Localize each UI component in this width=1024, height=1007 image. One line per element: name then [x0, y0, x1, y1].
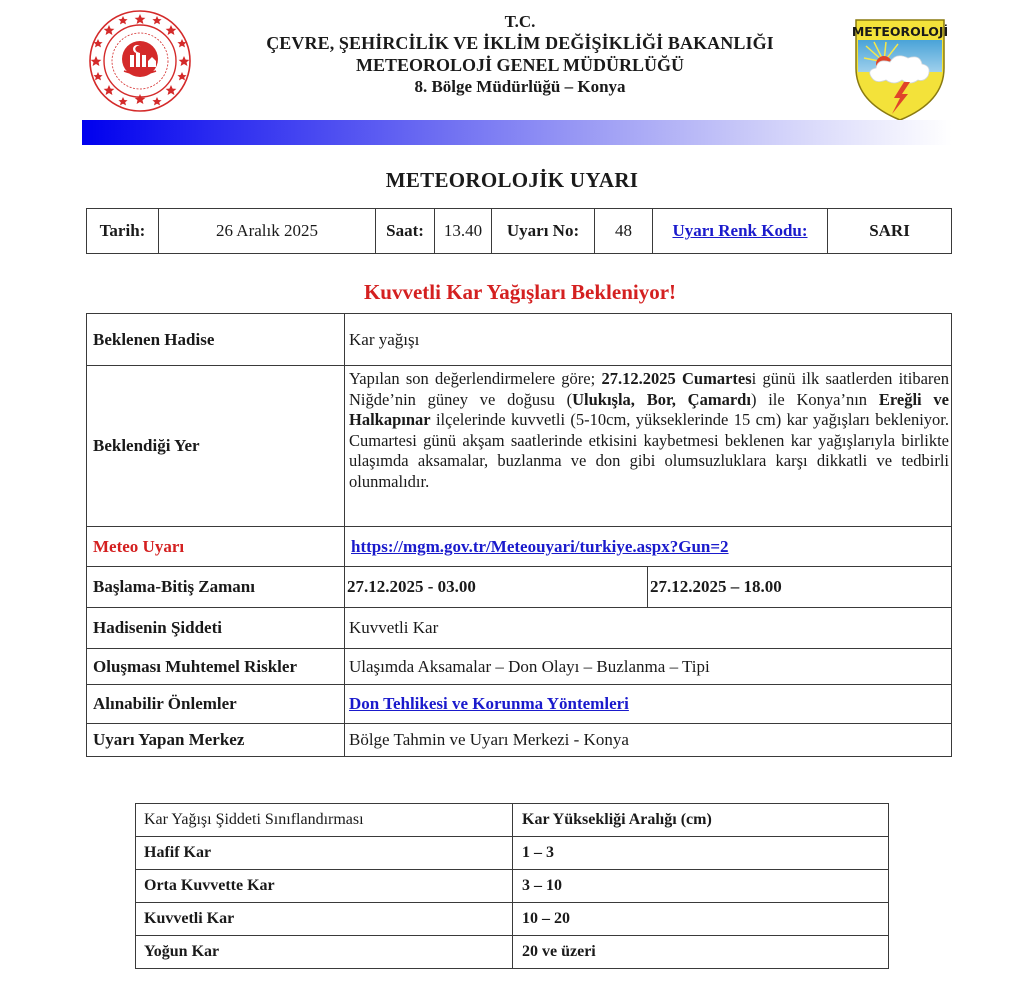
color-code-cell [653, 209, 828, 253]
class-range: 20 ve üzeri [522, 943, 596, 960]
meteo-warning-cell [345, 527, 951, 566]
date-value: 26 Aralık 2025 [159, 209, 376, 253]
desc-text: i günü ilk saatlerden itibaren Niğde’nin güney ve doğusu ( [349, 369, 949, 409]
column-header-depth-range: Kar Yüksekliği Aralığı (cm) [522, 811, 712, 828]
ministry-emblem-icon [88, 9, 192, 113]
class-name: Kuvvetli Kar [136, 903, 513, 935]
color-code-link[interactable]: Uyarı Renk Kodu: [672, 221, 808, 240]
issuer-label: Uyarı Yapan Merkez [87, 724, 345, 756]
class-name: Hafif Kar [136, 837, 513, 869]
table-row-expected-place [87, 366, 951, 527]
document-header [230, 12, 810, 98]
measures-link[interactable]: Don Tehlikesi ve Korunma Yöntemleri [349, 694, 629, 713]
table-row-severity [87, 608, 951, 649]
desc-districts-nigde: Ulukışla, Bor, Çamardı [572, 389, 751, 409]
desc-text: Yapılan son değerlendirmelere göre; [349, 369, 602, 388]
alert-headline: Kuvvetli Kar Yağışları Bekleniyor! [363, 280, 677, 304]
risks-label: Oluşması Muhtemel Riskler [87, 649, 345, 684]
table-row [136, 936, 888, 969]
svg-text:METEOROLOJİ: METEOROLOJİ [852, 24, 948, 39]
desc-text: ) ile Konya’nın [750, 389, 879, 409]
class-range: 3 – 10 [522, 877, 562, 894]
time-value: 13.40 [435, 209, 492, 253]
warning-number-label: Uyarı No: [492, 209, 595, 253]
class-name: Yoğun Kar [136, 936, 513, 968]
desc-date-bold: 27.12.2025 Cumartes [601, 369, 752, 388]
page-title: METEOROLOJİK UYARI [385, 168, 639, 192]
desc-text: ilçelerinde kuvvetli (5-10cm, yükseklerinde 15 cm) kar yağışları bekleniyor. Cumartesi günü akşam saatlerinde etkisini kaybetmesi beklenen kar yağışlarıyla birlikte ulaşımda aksamalar, buzlanma ve don gibi olumsuzluklara karşı dikkatli ve tedbirli olunmalıdır. [349, 410, 949, 491]
warning-number-value: 48 [595, 209, 653, 253]
expected-place-label: Beklendiği Yer [87, 366, 345, 526]
risks-value: Ulaşımda Aksamalar – Don Olayı – Buzlanma – Tipi [349, 656, 710, 676]
snow-classification-table [135, 803, 889, 969]
warning-details-table [86, 313, 952, 757]
measures-cell [345, 685, 951, 723]
end-time: 27.12.2025 – 18.00 [650, 577, 782, 596]
meteo-warning-link[interactable]: https://mgm.gov.tr/Meteouyari/turkiye.aspx?Gun=2 [351, 536, 729, 556]
measures-label: Alınabilir Önlemler [87, 685, 345, 723]
table-row-start-end [87, 567, 951, 608]
class-name: Orta Kuvvette Kar [136, 870, 513, 902]
table-row [136, 837, 888, 870]
meteoroloji-shield-icon [852, 16, 948, 124]
color-code-value: SARI [869, 221, 910, 240]
column-header-classification: Kar Yağışı Şiddeti Sınıflandırması [136, 804, 513, 836]
severity-value: Kuvvetli Kar [349, 618, 439, 637]
table-row-risks [87, 649, 951, 685]
start-time: 27.12.2025 - 03.00 [345, 567, 648, 607]
date-label: Tarih: [87, 209, 159, 253]
meteo-warning-label: Meteo Uyarı [87, 527, 345, 566]
header-line-ministry: ÇEVRE, ŞEHİRCİLİK VE İKLİM DEĞİŞİKLİĞİ BAKANLIĞI [266, 33, 774, 53]
table-header-row [136, 804, 888, 837]
header-line-directorate: METEOROLOJİ GENEL MÜDÜRLÜĞÜ [355, 55, 685, 75]
header-line-region: 8. Bölge Müdürlüğü – Konya [414, 77, 626, 96]
time-label: Saat: [376, 209, 435, 253]
table-row [136, 870, 888, 903]
header-gradient-bar [82, 120, 952, 145]
desc-districts-konya: Ereğli ve Halkapınar [349, 389, 949, 429]
severity-label: Hadisenin Şiddeti [87, 608, 345, 648]
expected-place-description [345, 366, 951, 526]
class-range: 10 – 20 [522, 910, 570, 927]
class-range: 1 – 3 [522, 844, 554, 861]
header-line-tc: T.C. [504, 12, 536, 31]
start-end-values [345, 567, 951, 607]
expected-event-label: Beklenen Hadise [87, 314, 345, 365]
warning-info-table [86, 208, 952, 254]
table-row [136, 903, 888, 936]
table-row-expected-event [87, 314, 951, 366]
expected-event-value: Kar yağışı [349, 329, 420, 349]
table-row-meteo-warning [87, 527, 951, 567]
start-end-label: Başlama-Bitiş Zamanı [87, 567, 345, 607]
table-row-measures [87, 685, 951, 724]
table-row-issuer [87, 724, 951, 757]
issuer-value: Bölge Tahmin ve Uyarı Merkezi - Konya [349, 730, 629, 749]
